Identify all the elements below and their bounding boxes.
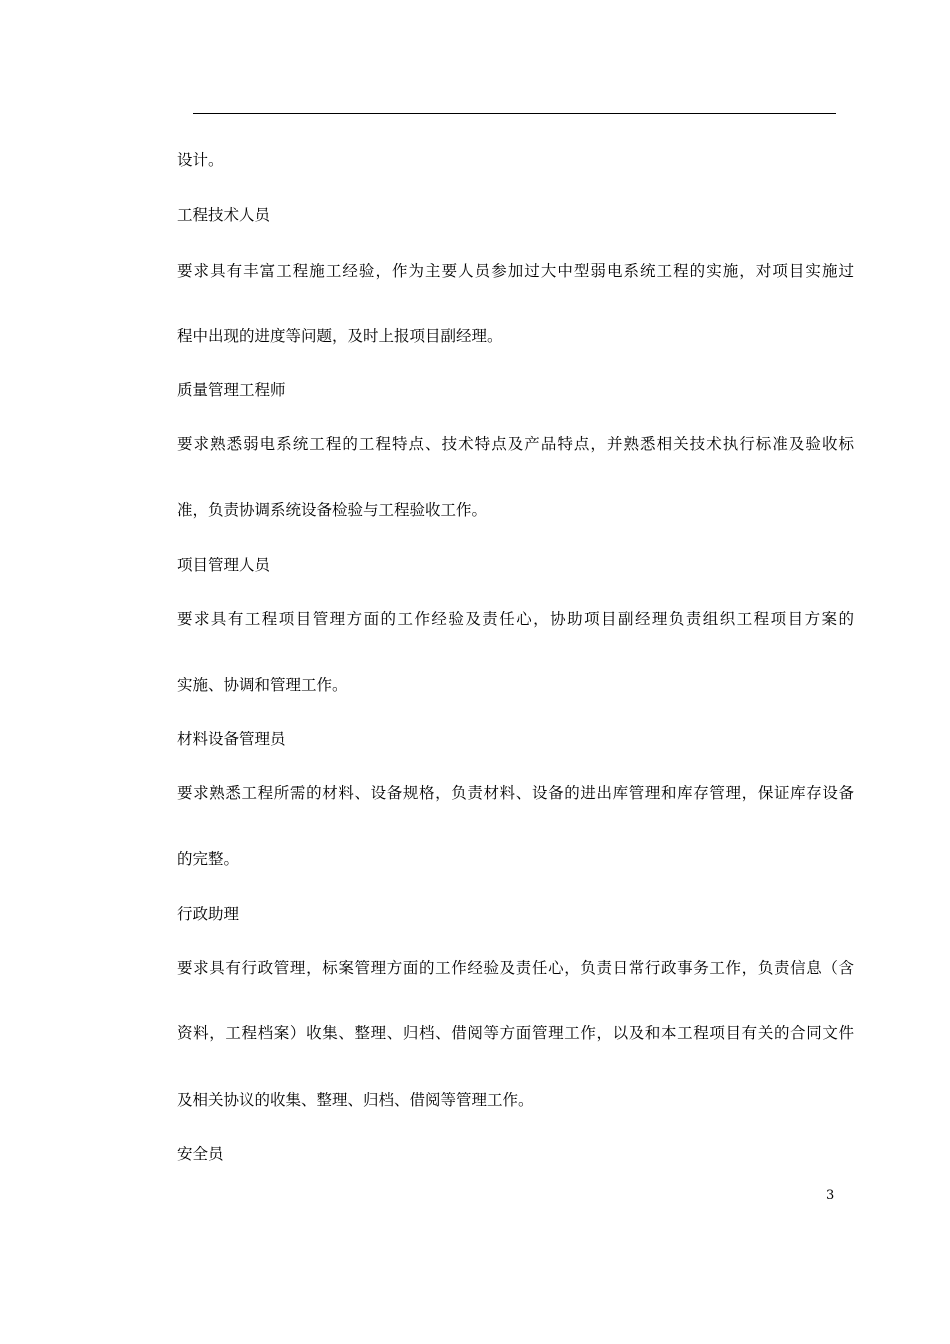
text-line: 要求具有丰富工程施工经验，作为主要人员参加过大中型弱电系统工程的实施，对项目实施过 [177, 262, 854, 280]
text-line: 设计。 [177, 151, 224, 169]
text-line: 实施、协调和管理工作。 [177, 676, 348, 694]
text-line: 及相关协议的收集、整理、归档、借阅等管理工作。 [177, 1091, 534, 1109]
page-number: 3 [826, 1188, 835, 1203]
text-line: 要求熟悉工程所需的材料、设备规格，负责材料、设备的进出库管理和库存管理，保证库存设备 [177, 784, 854, 802]
text-line: 要求具有行政管理，标案管理方面的工作经验及责任心，负责日常行政事务工作，负责信息（含 [177, 959, 854, 977]
text-line: 的完整。 [177, 850, 240, 868]
text-line: 资料，工程档案）收集、整理、归档、借阅等方面管理工作，以及和本工程项目有关的合同文件 [177, 1024, 854, 1042]
section-heading: 项目管理人员 [177, 556, 271, 574]
text-line: 准，负责协调系统设备检验与工程验收工作。 [177, 501, 488, 519]
text-line: 程中出现的进度等问题，及时上报项目副经理。 [177, 327, 503, 345]
text-line: 要求具有工程项目管理方面的工作经验及责任心，协助项目副经理负责组织工程项目方案的 [177, 610, 854, 628]
header-rule [193, 113, 836, 114]
section-heading: 工程技术人员 [177, 206, 271, 224]
section-heading: 材料设备管理员 [177, 730, 286, 748]
section-heading: 安全员 [177, 1145, 224, 1163]
section-heading: 行政助理 [177, 905, 240, 923]
section-heading: 质量管理工程师 [177, 381, 286, 399]
text-line: 要求熟悉弱电系统工程的工程特点、技术特点及产品特点，并熟悉相关技术执行标准及验收标 [177, 435, 854, 453]
